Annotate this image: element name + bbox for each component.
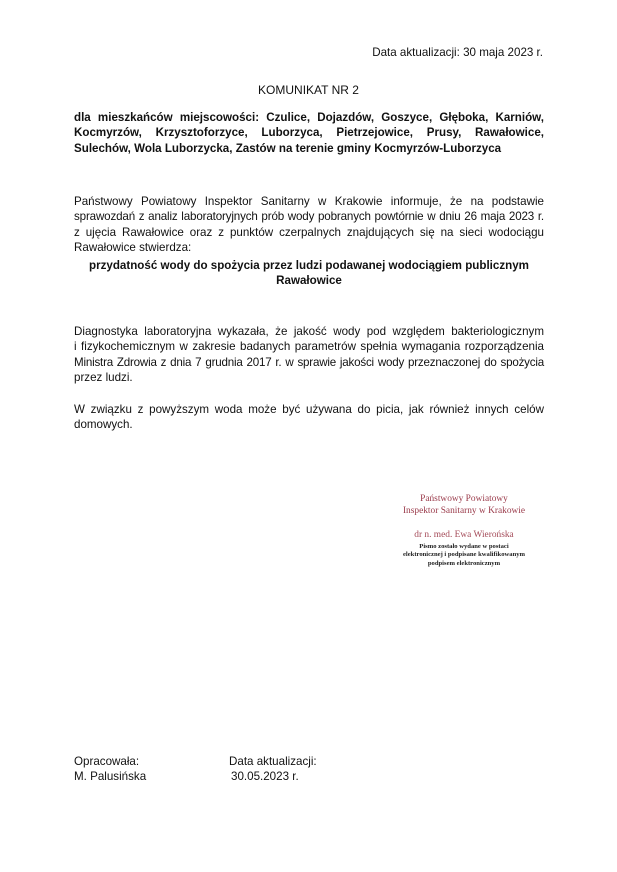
paragraph-line: Państwowy Powiatowy Inspektor Sanitarny w Krakowie informuje, że na podstawie	[74, 195, 544, 208]
prepared-by-name: M. Palusińska	[74, 770, 147, 783]
paragraph-line: przez ludzi.	[74, 371, 133, 385]
recipients-line: Sulechów, Wola Luborzycka, Zastów na terenie gminy Kocmyrzów-Luborzyca	[74, 141, 502, 155]
prepared-by-label: Opracowała:	[74, 755, 140, 768]
signature-stamp	[374, 494, 554, 568]
paragraph-line: W związku z powyższym woda może być używana do picia, jak również innych celów	[74, 403, 544, 416]
paragraph-line: Rawałowice stwierdza:	[74, 241, 192, 255]
signature-office: Państwowy Powiatowy	[420, 494, 508, 504]
paragraph-line: i fizykochemicznym w zakresie badanych parametrów spełnia wymagania rozporządzenia	[74, 340, 544, 354]
footer-update-label: Data aktualizacji:	[229, 755, 317, 768]
conclusion-paragraph	[74, 402, 544, 433]
signature-note: Pismo zostało wydane w postaci	[419, 542, 509, 550]
paragraph-line: z ujęcia Rawałowice oraz z punktów czerpalnych znajdujących się na sieci wodociągu	[74, 225, 544, 239]
recipients-line: dla mieszkańców miejscowości: Czulice, Dojazdów, Goszyce, Głęboka, Karniów,	[74, 111, 544, 124]
diagnostics-paragraph	[74, 324, 544, 386]
paragraph-line: Diagnostyka laboratoryjna wykazała, że jakość wody pod względem bakteriologicznym	[74, 325, 544, 338]
paragraph-line: domowych.	[74, 418, 133, 432]
paragraph-line: sprawozdań z analiz laboratoryjnych prób wody pobranych powtórnie w dniu 26 maja 2023 r.	[74, 210, 544, 224]
recipients-block	[74, 110, 544, 156]
signature-note: elektronicznej i podpisane kwalifikowanym	[402, 551, 526, 559]
signature-name: dr n. med. Ewa Wierońska	[414, 530, 514, 540]
footer-update-value: 30.05.2023 r.	[231, 770, 299, 783]
signature-office: Inspektor Sanitarny w Krakowie	[402, 505, 526, 516]
statement-line: Rawałowice	[276, 274, 342, 288]
statement-line: przydatność wody do spożycia przez ludzi podawanej wodociągiem publicznym	[89, 259, 529, 272]
statement-block	[74, 258, 544, 289]
update-date: Data aktualizacji: 30 maja 2023 r.	[372, 46, 543, 59]
intro-paragraph	[74, 194, 544, 256]
signature-note: podpisem elektronicznym	[427, 559, 501, 567]
recipients-line: Kocmyrzów, Krzysztoforzyce, Luborzyca, Pietrzejowice, Prusy, Rawałowice,	[74, 126, 544, 140]
paragraph-line: Ministra Zdrowia z dnia 7 grudnia 2017 r. w sprawie jakości wody przeznaczonej do spożycia	[74, 355, 544, 369]
document-title: KOMUNIKAT NR 2	[258, 83, 359, 97]
